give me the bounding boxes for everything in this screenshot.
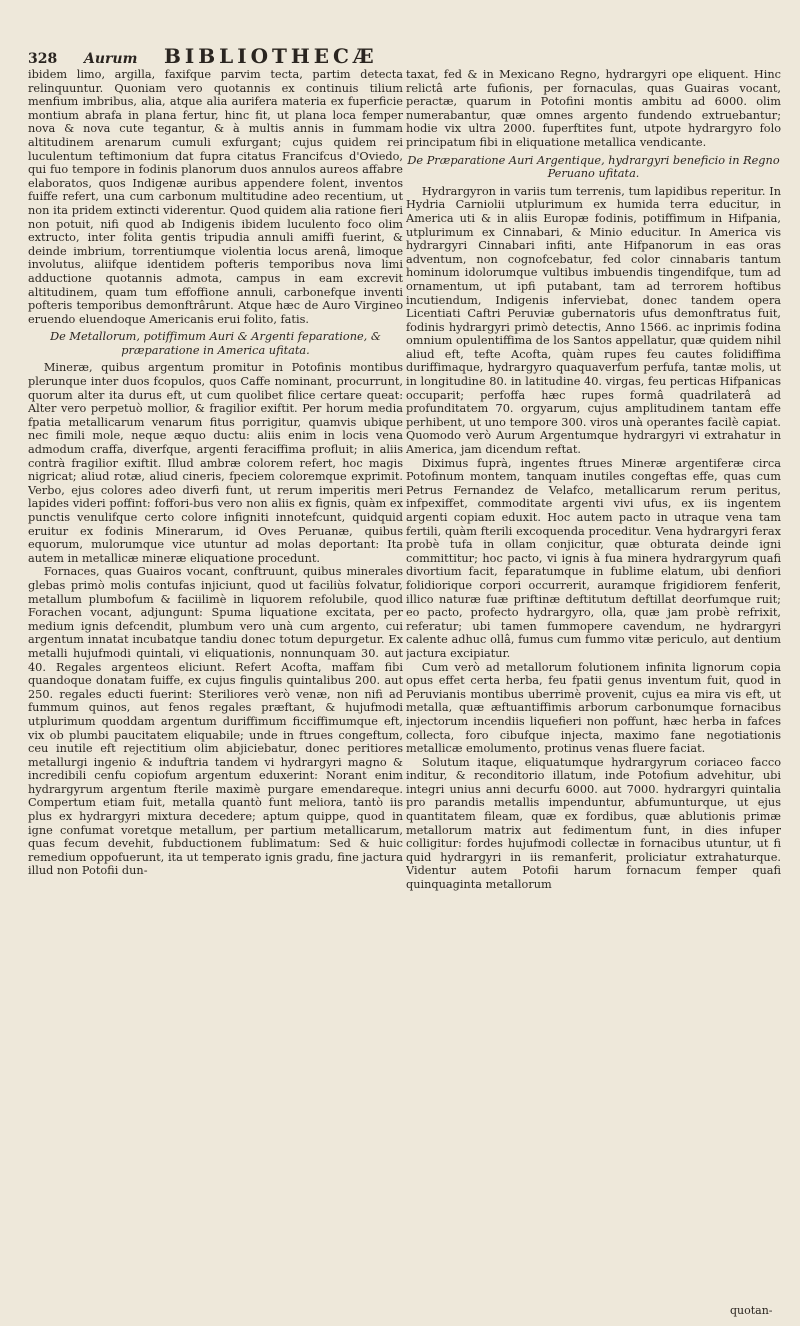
paragraph: Hydrargyron in variis tum terrenis, tum lapidibus reperitur. In Hydria Carniolii utplurimum ex humida terra educitur, in America uti & in aliis Europæ fodinis, potiffimum in Hifpania, utplurimum ex Cinnabari, & Minio educitur. In America vis hydrargyri Cinnabari infiti, ante Hifpanorum in eas oras adventum, non cognofcebatur, fed color cinnabaris tantum hominum idolorumque vultibus imbuendis tingendifque, tum ad ornamentum, ut ipfi putabant, tam ad terrorem hoftibus incutiendum, Indigenis inferviebat, donec tandem opera Licentiati Caftri Peruviæ gubernatoris ufus demonftratus fuit, fodinis hydrargyri primò detectis, Anno 1566. ac inprimis fodina omnium opulentiffima de los Santos appellatur, quæ quidem nihil aliud eft, tefte Acofta, quàm rupes feu cautes folidiffima duriffimaque, hydrargyro quaquaverfum perfufa, tantæ molis, ut in longitudine 80. in latitudine 40. virgas, feu perticas Hifpanicas occuparit; perfoffa hæc rupes formâ quadrilaterâ ad profunditatem 70. orgyarum, cujus amplitudinem tantam effe perhibent, ut uno tempore 300. viros unà operantes facilè capiat. Quomodo verò Aurum Argentumque hydrargyri vi extrahatur in America, jam dicendum reftat. bbox=[406, 184, 781, 457]
paragraph: Cum verò ad metallorum folutionem infinita lignorum copia opus effet certa herba, feu fpatii genus inventum fuit, quod in Peruvianis montibus uberrimè provenit, cujus ea mira vis eft, ut metalla, quæ æftuantiffimis arborum carbonumque fornacibus injectorum incendiis liquefieri non poffunt, hæc herba in fafces collecta, foro cibufque injecta, maximo fane negotiationis metallicæ emolumento, protinus venas fluere faciat. bbox=[406, 660, 781, 756]
left-column bbox=[28, 68, 403, 1308]
page-header bbox=[28, 44, 788, 68]
paragraph: Solutum itaque, eliquatumque hydrargyrum coriaceo facco inditur, & reconditorio illatum, inde Potofium advehitur, ubi integri unius anni decurfu 6000. aut 7000. hydrargyri quintalia pro parandis metallis impenduntur, abfumunturque, ut ejus quantitatem fileam, quæ ex fordibus, quæ ablutionis primæ metallorum matrix aut fedimentum funt, in dies infuper colligitur: fordes hujufmodi collectæ in fornacibus utuntur, ut fi quid hydrargyri in iis remanferit, proliciatur extrahaturque. Videntur autem Potofii harum fornacum femper quafi quinquaginta metallorum bbox=[406, 755, 781, 892]
catchword: quotan- bbox=[730, 1304, 773, 1317]
paragraph: Diximus fuprà, ingentes ftrues Mineræ argentiferæ circa Potofinum montem, tanquam inutiles congeftas effe, quas cum Petrus Fernandez de Velafco, metallicarum rerum peritus, infpexiffet, commoditate argenti vivi ufus, ex iis ingentem argenti copiam eduxit. Hoc autem pacto in utraque vena tam fertili, quàm fterili excoquenda proceditur. Vena hydrargyri ferax probè tufa in ollam conjicitur, quæ obturata deinde igni committitur; hoc pacto, vi ignis à fua minera hydrargyrum quafi divortium facit, feparatumque in fublime elatum, ubi denfiori folidiorique corpori occurrerit, auramque frigidiorem fenferit, illico naturæ fuæ priftinæ deftitutum deftillat deorfumque ruit; eo pacto, profecto hydrargyro, olla, quæ jam probè refrixit, referatur; ubi tamen fummopere cavendum, ne hydrargyri calente adhuc ollâ, fumus cum fummo vitæ periculo, aut dentium jactura excipiatur. bbox=[406, 456, 781, 660]
paragraph: Fornaces, quas Guairos vocant, conftruunt, quibus minerales glebas primò molis contufas injiciunt, quod ut faciliùs folvatur, metallum plumbofum & faciilimè in liquorem refolubile, quod Forachen vocant, adjungunt: Spuma liquatione excitata, per medium ignis defcendit, plumbum vero unà cum argento, cui argentum innatat incubatque tandiu donec totum depurgetur. Ex metalli hujufmodi quintali, vi eliquationis, nonnunquam 30. aut 40. Regales argenteos eliciunt. Refert Acofta, maffam fibi quandoque donatam fuiffe, ex cujus fingulis quintalibus 200. aut 250. regales educti fuerint: Steriliores verò venæ, non nifi ad fummum quinos, aut fenos regales præftant, & hujufmodi utplurimum quoddam argentum duriffimum ficciffimumque eft, vix ob plumbi paucitatem eliquabile; unde in ftrues congeftum, ceu inutile eft rejectitium olim abjiciebatur, donec peritiores metallurgi ingenio & induftria tandem vi hydrargyri magno & incredibili cenfu copiofum argentum eduxerint: Norant enim hydrargyrum argentum fterile maximè purgare emendareque. Compertum etiam fuit, metalla quantò funt meliora, tantò iis plus ex hydrargyri mixtura decedere; aptum quippe, quod in igne confumat voretque metallum, per partium metallicarum, quas fecum devehit, fubductionem fublimatum: Sed & huic remedium oppofuerunt, ita ut temperato ignis gradu, fine jactura illud non Potofii dun- bbox=[28, 565, 403, 878]
marginal-catchword: Aurum bbox=[84, 51, 138, 67]
page-number: 328 bbox=[28, 51, 58, 67]
paragraph: Mineræ, quibus argentum promitur in Potofinis montibus plerunque inter duos fcopulos, quos Caffe nominant, procurrunt, quorum alter ita durus eft, ut cum quolibet filice certare queat: Alter vero perpetuò mollior, & fragilior exiftit. Per horum media fpatia metallicarum venarum fitus porrigitur, quamvis ubique nec fimili mole, neque æquo ductu: aliis enim in locis vena admodum craffa, diverfque, argenti feraciffima profluit; in aliis contrà fragilior exiftit. Illud ambræ colorem refert, hoc magis nigricat; aliud rotæ, aliud cineris, fpeciem coloremque exprimit. Verbo, ejus colores adeo diverfi funt, ut rerum imperitis meri lapides videri poffint: foffori-bus vero non aliis ex fignis, quàm ex punctis venulifque certo colore infigniti innotefcunt, quidquid eruitur ex fodinis Minerarum, id Oves Peruanæ, quibus equorum, mulorumque vice utuntur ad molas deportant: Ita autem in metallicæ mineræ eliquatione procedunt. bbox=[28, 361, 403, 565]
paragraph: taxat, fed & in Mexicano Regno, hydrargyri ope eliquent. Hinc relictâ arte fufionis, per fornaculas, quas Guairas vocant, peractæ, quarum in Potofini montis ambitu ad 6000. olim numerabantur, quæ omnes argento fundendo extruebantur; hodie vix ultra 2000. fuperftites funt, utpote hydrargyro folo principatum fibi in eliquatione metallica vendicante. bbox=[406, 68, 781, 149]
section-heading: De Metallorum, potiffimum Auri & Argenti feparatione, & præparatione in America ufitata. bbox=[50, 330, 381, 357]
section-heading: De Præparatione Auri Argentique, hydrargyri beneficio in Regno Peruano ufitata. bbox=[407, 153, 780, 181]
running-title: BIBLIOTHECÆ bbox=[164, 44, 378, 68]
right-column bbox=[406, 68, 781, 1303]
paragraph: ibidem limo, argilla, faxifque parvim tecta, partim detecta relinquuntur. Quoniam vero quotannis ex continuis tilium menfium imbribus, alia, atque alia aurifera materia ex fuperficie montium abrafa in plana fertur, hinc fit, ut plana loca femper nova & nova cute tegantur, & à multis annis in fummam altitudinem arenarum cumuli exfurgant; cujus quidem rei luculentum teftimonium dat fupra citatus Francifcus d'Oviedo, qui fuo tempore in fodinis planorum duos annulos aureos affabre elaboratos, quos Indigenæ auribus appendere folent, inventos fuiffe refert, una cum carbonum multitudine adeo recentium, ut non ita pridem extincti viderentur. Quod quidem alia ratione fieri non potuit, nifi quod ab Indigenis ibidem luculento foco olim extructo, inter folita gentis tripudia annuli amiffi fuerint, & deinde imbrium, torrentiumque violentia locus arenâ, limoque involutus, aliifque identidem pofteris temporibus nova limi adductione quotannis admota, campus in eam excrevit altitudinem, quam tum effoffione annuli, carbonefque inventi pofteris temporibus demonftrârunt. Atque hæc de Auro Virgineo eruendo eluendoque Americanis erui folito, fatis. bbox=[28, 68, 403, 326]
